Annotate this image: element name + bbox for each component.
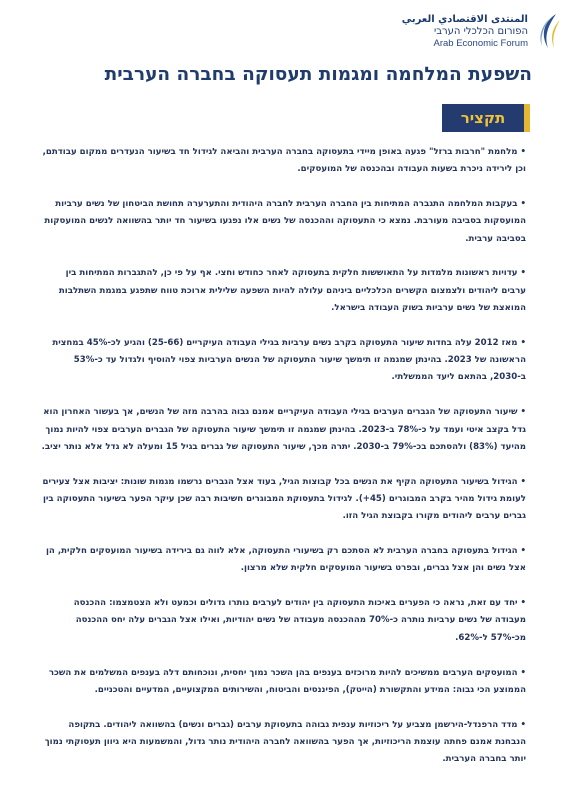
summary-paragraph: • הגידול בתעסוקה בחברה הערבית לא הסתכם רק בשיעורי התעסוקה, אלא לווה גם בירידה בשיעור המועסקים חלקית, הן אצל נשים והן אצל גברים, ובפרט בשיעור המועסקים חלקית שלא מרצון. — [45, 546, 526, 574]
document-title: השפעת המלחמה ומגמות תעסוקה בחברה הערבית — [104, 64, 532, 85]
logo-arabic-name: المنتدى الاقتصادي العربي — [401, 14, 528, 25]
summary-heading — [442, 104, 530, 132]
summary-paragraph: • בעקבות המלחמה התגברה המתיחות בין החברה הערבית לחברה היהודית והתערערה תחושת הביטחון של נשים ערביות המועסקות בסביבה מעורבת. נמצא כי התעסוקה וההכנסה של נשים אלו נפגעו בשיעור חד יותר בהשוואה לנשים המועסקות בסביבה ערבית. — [44, 199, 526, 244]
logo-text-block — [402, 14, 528, 50]
summary-paragraph: • שיעור התעסוקה של הגברים הערבים בגילי העבודה העיקריים אמנם גבוה בהרבה מזה של הנשים, אך בעשור האחרון הוא גדל בקצב איטי ועמד על כ-78% ב-2023. בהינתן שמגמה זו תימשך שיעור התעסוקה של הגברים הערבים צפוי להיות נמוך מהיעד (83%) ולהסתכם בכ-79% ב-2030. יתרה מכך, שיעור התעסוקה של גברים בגיל 15 ומעלה לא גדל אלא נותר יציב. — [41, 407, 526, 452]
summary-paragraph: • יחד עם זאת, נראה כי הפערים באיכות התעסוקה בין יהודים לערבים נותרו גדולים וכמעט ולא הצטמצמו: ההכנסה מעבודה של נשים ערביות נותרה כ-70% מההכנסה מעבודה של נשים יהודיות, ואילו אצל הגברים עלה יחס ההכנסה מכ-57% ל-62%. — [73, 598, 526, 643]
summary-paragraph: • המועסקים הערבים ממשיכים להיות מרוכזים בענפים בהן השכר נמוך יחסית, ונוכחותם דלה בענפים המשלמים את השכר הממוצע הכי גבוה: המידע והתקשורת (הייטק), הפיננסים והביטוח, והשירותים המקצועיים, המדעיים והטכניים. — [48, 667, 526, 695]
logo-flame-icon — [534, 12, 564, 52]
summary-paragraph: • מלחמת "חרבות ברזל" פגעה באופן מיידי בתעסוקה בחברה הערבית והביאה לגידול חד בשיעור הנעדרים ממקום עבודתם, וכן לירידה ניכרת בשעות העבודה ובהכנסה של המועסקים. — [42, 147, 526, 175]
logo-english-name: Arab Economic Forum — [433, 38, 528, 49]
arab-economic-forum-logo — [402, 10, 564, 54]
logo-hebrew-name: הפורום הכלכלי הערבי — [433, 26, 528, 37]
summary-body — [40, 144, 526, 786]
summary-paragraph: • עדויות ראשונות מלמדות על התאוששות חלקית בתעסוקה לאחר כחודש וחצי. אף על פי כן, להתגברות המתיחות בין ערבים ליהודים ולצמצום הקשרים הכלכליים ביניהם עלולה להיות השפעה שלילית ארוכת טווח שתפגע במגמת השתלבות המואצת של נשים ערביות בשוק העבודה בישראל. — [58, 268, 526, 314]
summary-paragraph: • מאז 2012 עלה בחדות שיעור התעסוקה בקרב נשים ערביות בגילי העבודה העיקריים (25-66) והגיע לכ-45% במחצית הראשונה של 2023. בהינתן שמגמה זו תימשך שיעור התעסוקה של הנשים הערביות צפוי להוסיף ולגדול עד כ-53% ב-2030, בהתאם ליעד הממשלתי. — [52, 337, 526, 383]
summary-paragraph: • מדד הרפנדל-הירשמן מצביע על ריכוזיות ענפית גבוהה בתעסוקת ערבים (גברים ונשים) בהשוואה ליהודים. בתקופה הנבחנת אמנם פחתה עוצמת הריכוזיות, אך הפער בהשוואה לחברה היהודית נותר גדול, והמשמעות היא גיוון תעסוקתי נמוך יותר בחברה הערבית. — [44, 719, 526, 765]
summary-label: תקציר — [460, 109, 506, 127]
summary-paragraph: • הגידול בשיעור התעסוקה הקיף את הנשים בכל קבוצות הגיל, בעוד אצל הגברים נרשמו מגמות שונות: יציבות אצל צעירים לעומת גידול מהיר בקרב המבוגרים (45+). לגידול בתעסוקת המבוגרים חשיבות רבה שכן עיקר הפער בשיעור התעסוקה בין גברים ערבים ליהודים מקורו בקבוצת הגיל הזו. — [42, 476, 526, 522]
